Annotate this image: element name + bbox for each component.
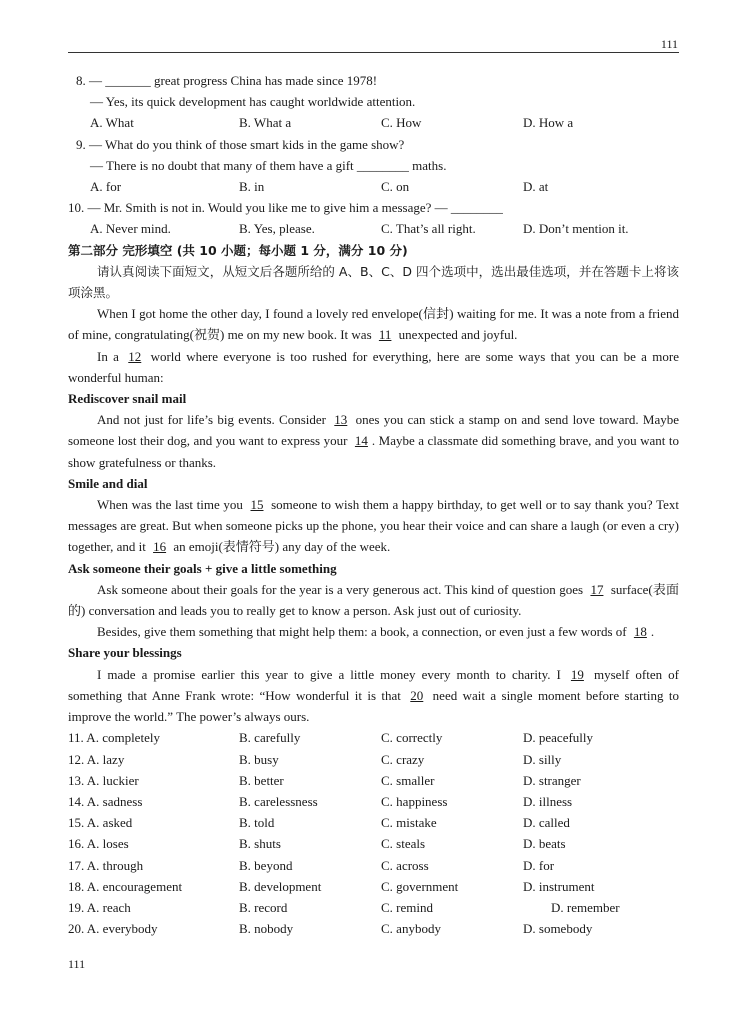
option-d: D. called bbox=[523, 815, 570, 831]
text: unexpected and joyful. bbox=[395, 327, 518, 343]
blank-14: 14 bbox=[354, 433, 368, 449]
passage-paragraph-3 bbox=[68, 409, 679, 473]
option-a: A. What bbox=[90, 115, 134, 131]
option-c: C. remind bbox=[381, 899, 433, 915]
cloze-option-row bbox=[68, 833, 679, 854]
passage-paragraph-2 bbox=[68, 346, 679, 388]
option-c: C. mistake bbox=[381, 815, 437, 831]
option-c: C. steals bbox=[381, 836, 426, 852]
text: When I got home the other day, I found a lovely red envelope(信封) waiting for me. It was a note from a friend of mine, congratulating(祝贺) me on my new book. It was bbox=[68, 306, 679, 343]
option-b: B. record bbox=[239, 899, 288, 915]
text: an emoji(表情符号) any day of the week. bbox=[170, 539, 391, 555]
question-8 bbox=[68, 70, 679, 91]
cloze-options bbox=[68, 727, 679, 939]
text: . Maybe a classmate did something brave, and you want to show gratefulness or thanks. bbox=[68, 433, 679, 470]
option-d: D. silly bbox=[523, 751, 562, 767]
blank-16: 16 bbox=[153, 539, 167, 555]
text: world where everyone is too rushed for everything, here are some ways that you can be a more wonderful human: bbox=[68, 348, 679, 385]
option-d: D. beats bbox=[523, 836, 566, 852]
option-c: C. government bbox=[381, 878, 459, 894]
blank-11: 11 bbox=[378, 327, 392, 343]
option-b: B. carefully bbox=[239, 730, 301, 746]
question-text: — What do you think of those smart kids in the game show? bbox=[89, 136, 405, 152]
option-b: B. beyond bbox=[239, 857, 293, 873]
question-9-options bbox=[68, 176, 679, 197]
blank-18: 18 bbox=[633, 624, 647, 640]
question-8-answer: — Yes, its quick development has caught worldwide attention. bbox=[90, 94, 416, 110]
option-a: 15. A. asked bbox=[68, 815, 133, 831]
text: I made a promise earlier this year to give a little money every month to charity. I bbox=[97, 666, 567, 682]
question-text: — Mr. Smith is not in. Would you like me to give him a message? — ________ bbox=[87, 200, 503, 216]
header-rule bbox=[68, 52, 679, 53]
passage-paragraph-7 bbox=[68, 664, 679, 728]
option-b: B. carelessness bbox=[239, 793, 318, 809]
question-9-answer: — There is no doubt that many of them have a gift ________ maths. bbox=[90, 157, 447, 173]
question-number: 9. bbox=[76, 136, 86, 152]
text: Besides, give them something that might help them: a book, a connection, or even just a few words of bbox=[97, 624, 630, 640]
section-heading: Ask someone their goals + give a little something bbox=[68, 560, 337, 576]
text: Ask someone about their goals for the year is a very generous act. This kind of question goes bbox=[97, 581, 587, 597]
option-d: D. instrument bbox=[523, 878, 595, 894]
section-heading: Rediscover snail mail bbox=[68, 391, 187, 407]
option-a: A. Never mind. bbox=[90, 221, 171, 237]
section-heading: Smile and dial bbox=[68, 475, 148, 491]
page-content bbox=[68, 70, 679, 939]
option-b: B. What a bbox=[239, 115, 292, 131]
option-d: D. for bbox=[523, 857, 555, 873]
text: surface(表面的) conversation and leads you to really get to know a person. Ask just out of curiosity. bbox=[68, 581, 679, 619]
option-a: 20. A. everybody bbox=[68, 921, 158, 937]
part2-instructions: 请认真阅读下面短文，从短文后各题所给的 A、B、C、D 四个选项中，选出最佳选项，并在答题卡上将该项涂黑。 bbox=[68, 263, 679, 301]
question-number: 10. bbox=[68, 200, 85, 216]
option-a: 13. A. luckier bbox=[68, 772, 139, 788]
option-c: C. on bbox=[381, 179, 410, 195]
blank-13: 13 bbox=[334, 412, 348, 428]
option-c: C. That’s all right. bbox=[381, 221, 476, 237]
option-b: B. busy bbox=[239, 751, 279, 767]
option-c: C. smaller bbox=[381, 772, 435, 788]
question-10 bbox=[68, 197, 679, 218]
option-d: D. illness bbox=[523, 793, 573, 809]
question-8-options bbox=[68, 112, 679, 133]
option-c: C. happiness bbox=[381, 793, 448, 809]
option-a: 17. A. through bbox=[68, 857, 144, 873]
blank-20: 20 bbox=[410, 687, 424, 703]
option-b: B. shuts bbox=[239, 836, 281, 852]
blank-15: 15 bbox=[250, 497, 264, 513]
option-a: A. for bbox=[90, 179, 122, 195]
question-text: — _______ great progress China has made since 1978! bbox=[89, 73, 378, 88]
question-9 bbox=[68, 134, 679, 155]
option-d: D. remember bbox=[551, 899, 620, 915]
option-c: C. correctly bbox=[381, 730, 443, 746]
text: need wait a single moment before starting to improve the world.” The power’s always ours. bbox=[68, 687, 679, 725]
option-c: C. crazy bbox=[381, 751, 425, 767]
option-c: C. How bbox=[381, 115, 422, 131]
passage-paragraph-5 bbox=[68, 579, 679, 621]
blank-12: 12 bbox=[128, 348, 142, 364]
text: In a bbox=[97, 348, 125, 364]
cloze-option-row bbox=[68, 897, 679, 918]
text: ones you can stick a stamp on and send love toward. Maybe someone lost their dog, and you want to express your bbox=[68, 412, 679, 449]
text: . bbox=[650, 624, 655, 640]
option-d: D. peacefully bbox=[523, 730, 594, 746]
page-number-bottom: 111 bbox=[68, 957, 86, 971]
question-10-options bbox=[68, 218, 679, 239]
passage-paragraph-4 bbox=[68, 494, 679, 558]
option-a: 11. A. completely bbox=[68, 730, 160, 746]
option-c: C. across bbox=[381, 857, 429, 873]
text: When was the last time you bbox=[97, 497, 247, 513]
option-d: D. Don’t mention it. bbox=[523, 221, 629, 237]
cloze-option-row bbox=[68, 791, 679, 812]
option-d: D. stranger bbox=[523, 772, 581, 788]
cloze-option-row bbox=[68, 812, 679, 833]
cloze-option-row bbox=[68, 918, 679, 939]
cloze-option-row bbox=[68, 770, 679, 791]
part2-title: 第二部分 完形填空 (共 10 小题；每小题 1 分，满分 10 分) bbox=[68, 242, 408, 258]
cloze-option-row bbox=[68, 855, 679, 876]
option-a: 16. A. loses bbox=[68, 836, 129, 852]
option-b: B. nobody bbox=[239, 921, 294, 937]
option-a: 12. A. lazy bbox=[68, 751, 125, 767]
cloze-option-row bbox=[68, 727, 679, 748]
cloze-option-row bbox=[68, 749, 679, 770]
page-number-top: 111 bbox=[660, 37, 678, 51]
text: And not just for life’s big events. Consider bbox=[97, 412, 331, 428]
blank-19: 19 bbox=[570, 666, 584, 682]
text: myself often of something that Anne Frank wrote: “How wonderful it is that bbox=[68, 666, 680, 703]
option-b: B. Yes, please. bbox=[239, 221, 315, 237]
blank-17: 17 bbox=[590, 581, 604, 597]
option-a: 18. A. encouragement bbox=[68, 878, 183, 894]
option-b: B. better bbox=[239, 772, 284, 788]
question-number: 8. bbox=[76, 73, 86, 88]
option-a: 14. A. sadness bbox=[68, 793, 143, 809]
option-d: D. somebody bbox=[523, 921, 593, 937]
option-b: B. told bbox=[239, 815, 275, 831]
passage-paragraph-6 bbox=[68, 621, 679, 642]
option-c: C. anybody bbox=[381, 921, 441, 937]
option-b: B. in bbox=[239, 179, 265, 195]
section-heading: Share your blessings bbox=[68, 645, 182, 661]
text: someone to wish them a happy birthday, to get well or to say thank you? Text messages are great. But when someone picks up the phone, you hear their voice and can share a laugh (or even a cry) together, and it bbox=[68, 497, 679, 555]
option-d: D. How a bbox=[523, 115, 574, 131]
option-d: D. at bbox=[523, 179, 549, 195]
option-a: 19. A. reach bbox=[68, 899, 131, 915]
cloze-option-row bbox=[68, 876, 679, 897]
passage-paragraph-1 bbox=[68, 303, 679, 345]
option-b: B. development bbox=[239, 878, 322, 894]
